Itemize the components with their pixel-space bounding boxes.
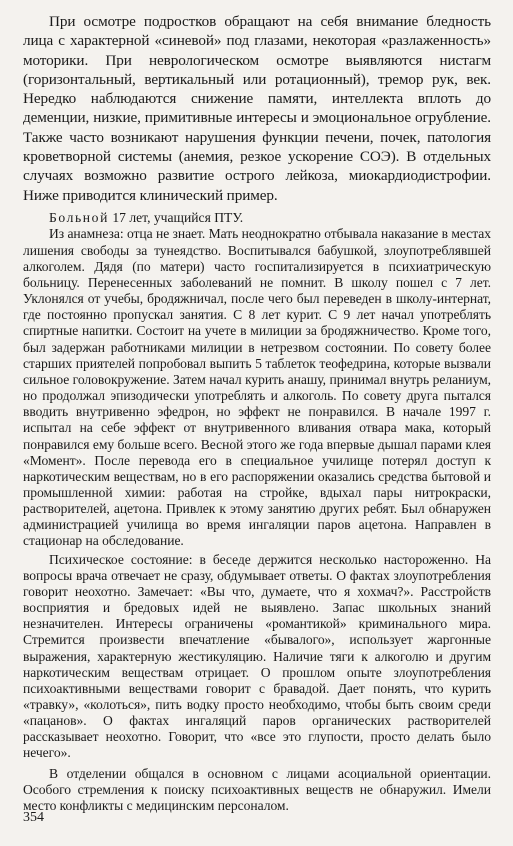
- anamnesis-paragraph: Из анамнеза: отца не знает. Мать неоднократно отбывала наказание в местах лишения свободы за тунеядство. Воспитывался бабушкой, злоупотреблявшей алкоголем. Дядя (по матери) часто госпитализируется в психиатрическую больницу. Перенесенных заболеваний не помнит. В школу пошел с 7 лет. Уклонялся от учебы, бродяжничал, после чего был переведен в школу-интернат, где постоянно пропускал занятия. С 8 лет курит. С 9 лет начал употреблять спиртные напитки. Состоит на учете в милиции за бродяжничество. Кроме того, был задержан работниками милиции в нетрезвом состоянии. По совету более старших приятелей попробовал выпить 5 таблеток теофедрина, которые вызвали сильное головокружение. Затем начал курить анашу, принимал внутрь реланиум, но продолжал эпизодически употреблять и алкоголь. По совету друга пытался вводить внутривенно эфедрон, но эффект не понравился. В начале 1997 г. испытал на себе эффект от внутривенного вливания отвара мака, который понравился ему больше всего. Весной этого же года впервые дышал парами клея «Момент». После перевода его в специальное училище потерял доступ к наркотическим веществам, но в его распоряжении оказались средства бытовой и промышленной химии: работая на стройке, вдыхал пары нитрокраски, растворителей, ацетона. Привлек к этому занятию других ребят. Был обнаружен администрацией училища во время ингаляции паров ацетона. Направлен в стационар на обследование.: [23, 226, 491, 549]
- page-number: 354: [23, 810, 44, 825]
- intro-paragraph: При осмотре подростков обращают на себя внимание бледность лица с характерной «синевой» под глазами, некоторая «разлаженность» моторики. При неврологическом осмотре выявляются нистагм (горизонтальный, вертикальный или ротационный), тремор рук, век. Нередко наблюдаются снижение памяти, интеллекта вплоть до деменции, низкие, примитивные интересы и эмоциональное огрубление. Также часто возникают нарушения функции печени, почек, патология кроветворной системы (анемия, резкое ускорение СОЭ). В отдельных случаях возможно развитие острого лейкоза, миокардиодистрофии. Ниже приводится клинический пример.: [23, 13, 491, 204]
- case-label: Больной: [49, 209, 109, 225]
- mental-status-paragraph: Психическое состояние: в беседе держится несколько настороженно. На вопросы врача отвечает не сразу, обдумывает ответы. О фактах злоупотребления говорит неохотно. Замечает: «Вы что, думаете, что я хохмач?». Расстройств восприятия и бредовых идей не выявлено. Запас школьных знаний незначителен. Интересы ограничены «романтикой» криминального мира. Стремится произвести впечатление «бывалого», использует жаргонные выражения, характерную жестикуляцию. Наличие тяги к алкоголю и другим наркотическим веществам отрицает. О прошлом опыте злоупотребления психоактивными веществами говорит с бравадой. Дает понять, что курить «травку», «колоться», пить водку просто необходимо, чтобы быть своим среди «пацанов». О фактах ингаляций паров органических растворителей рассказывает неохотно. Говорит, что «все это глупости, просто делать было нечего».: [23, 551, 491, 761]
- case-heading: [23, 210, 491, 227]
- ward-behavior-paragraph: В отделении общался в основном с лицами асоциальной ориентации. Особого стремления к поиску психоактивных веществ не обнаружил. Имели место конфликты с медицинским персоналом.: [23, 765, 491, 813]
- case-description: 17 лет, учащийся ПТУ.: [108, 209, 244, 225]
